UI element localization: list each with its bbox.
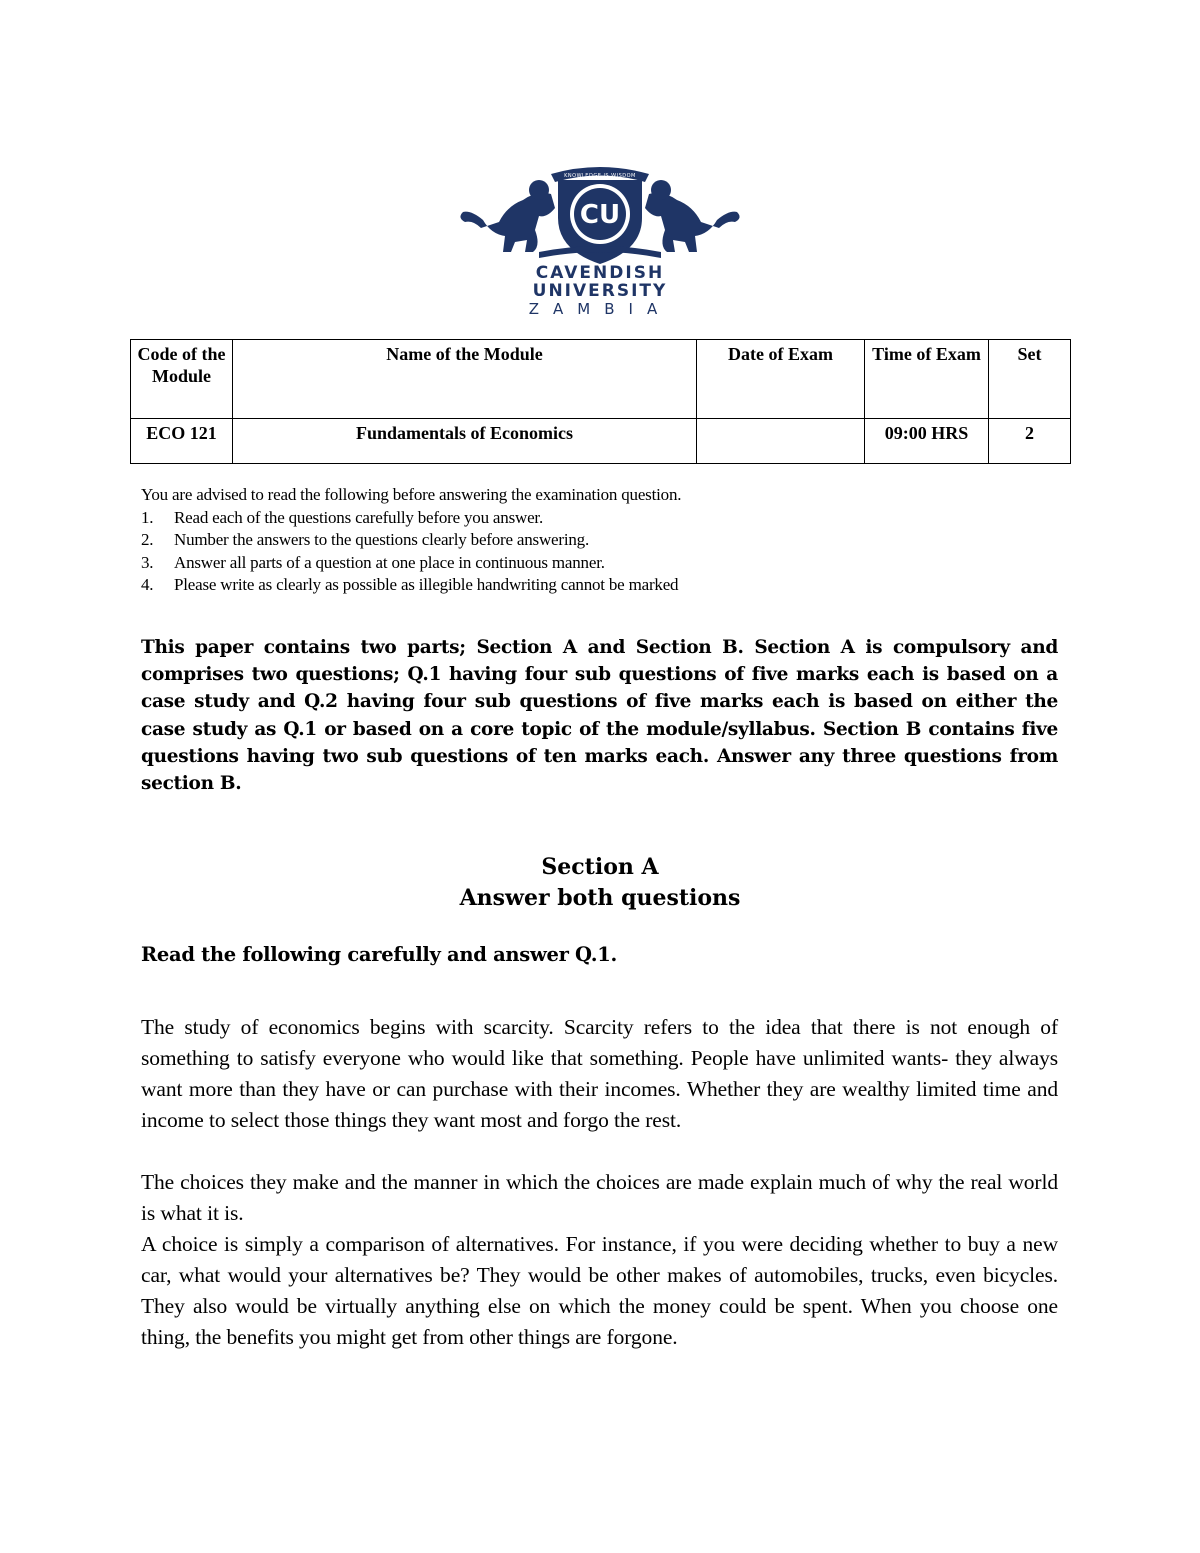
table-header-row: [131, 340, 1071, 419]
section-title: Section A: [541, 854, 659, 880]
section-subtitle: Answer both questions: [459, 885, 741, 911]
read-instruction: Read the following carefully and answer Q.1.: [141, 943, 617, 966]
list-item-text: Answer all parts of a question at one place in continuous manner.: [174, 552, 605, 572]
section-heading: [0, 852, 1200, 914]
cell-module-code: ECO 121: [131, 419, 233, 464]
header-module-name: Name of the Module: [233, 340, 697, 419]
header-exam-time: Time of Exam: [865, 340, 989, 419]
header-module-code: Code of the Module: [131, 340, 233, 419]
logo-name-line2: UNIVERSITY: [532, 281, 668, 301]
case-study-paragraph-2a: The choices they make and the manner in which the choices are made explain much of why the real world is what it is.: [141, 1170, 1058, 1225]
list-item-text: Read each of the questions carefully before you answer.: [174, 507, 543, 527]
paper-structure-intro: This paper contains two parts; Section A and Section B. Section A is compulsory and comprises two questions; Q.1 having four sub questions of five marks each is based on a case study and Q.2 having four sub questions of five marks each is based on either the case study as Q.1 or based on a core topic of the module/syllabus. Section B contains five questions having two sub questions of ten marks each. Answer any three questions from section B.: [141, 637, 1058, 795]
cell-module-name: Fundamentals of Economics: [233, 419, 697, 464]
cell-set: 2: [989, 419, 1071, 464]
case-study-paragraph-1: The study of economics begins with scarcity. Scarcity refers to the idea that there is not enough of something to satisfy everyone who would like that something. People have unlimited wants- they always want more than they have or can purchase with their incomes. Whether they are wealthy limited time and income to select those things they want most and forgo the rest.: [141, 1015, 1058, 1132]
university-logo: [455, 160, 745, 320]
list-item: [141, 552, 1041, 575]
case-study-paragraph-2: [141, 1167, 1058, 1353]
advice-intro: You are advised to read the following before answering the examination question.: [141, 485, 682, 504]
header-set: Set: [989, 340, 1071, 419]
logo-monogram: CU: [579, 200, 621, 230]
advice-list: [141, 507, 1041, 597]
table-row: [131, 419, 1071, 464]
header-exam-date: Date of Exam: [697, 340, 865, 419]
list-item: [141, 507, 1041, 530]
exam-details-table: [130, 339, 1071, 464]
list-item-text: Please write as clearly as possible as illegible handwriting cannot be marked: [174, 575, 679, 594]
list-item: [141, 529, 1041, 552]
list-item: [141, 574, 1041, 597]
logo-motto: KNOWLEDGE IS WISDOM: [564, 173, 636, 179]
case-study-paragraph-2b: A choice is simply a comparison of alternatives. For instance, if you were deciding whether to buy a new car, what would your alternatives be? They would be other makes of automobiles, trucks, even bicycles. They also would be virtually anything else on which the money could be spent. When you choose one thing, the benefits you might get from other things are forgone.: [141, 1232, 1058, 1349]
list-item-number: 1.: [141, 507, 154, 527]
list-item-number: 2.: [141, 530, 154, 549]
list-item-number: 3.: [141, 552, 154, 572]
exam-advice: [141, 484, 1041, 597]
cell-exam-time: 09:00 HRS: [865, 419, 989, 464]
list-item-text: Number the answers to the questions clearly before answering.: [174, 530, 590, 549]
list-item-number: 4.: [141, 575, 154, 594]
logo-name-line3: ZAMBIA: [528, 300, 672, 318]
cell-exam-date: [697, 419, 865, 464]
logo-name-line1: CAVENDISH: [535, 263, 665, 283]
